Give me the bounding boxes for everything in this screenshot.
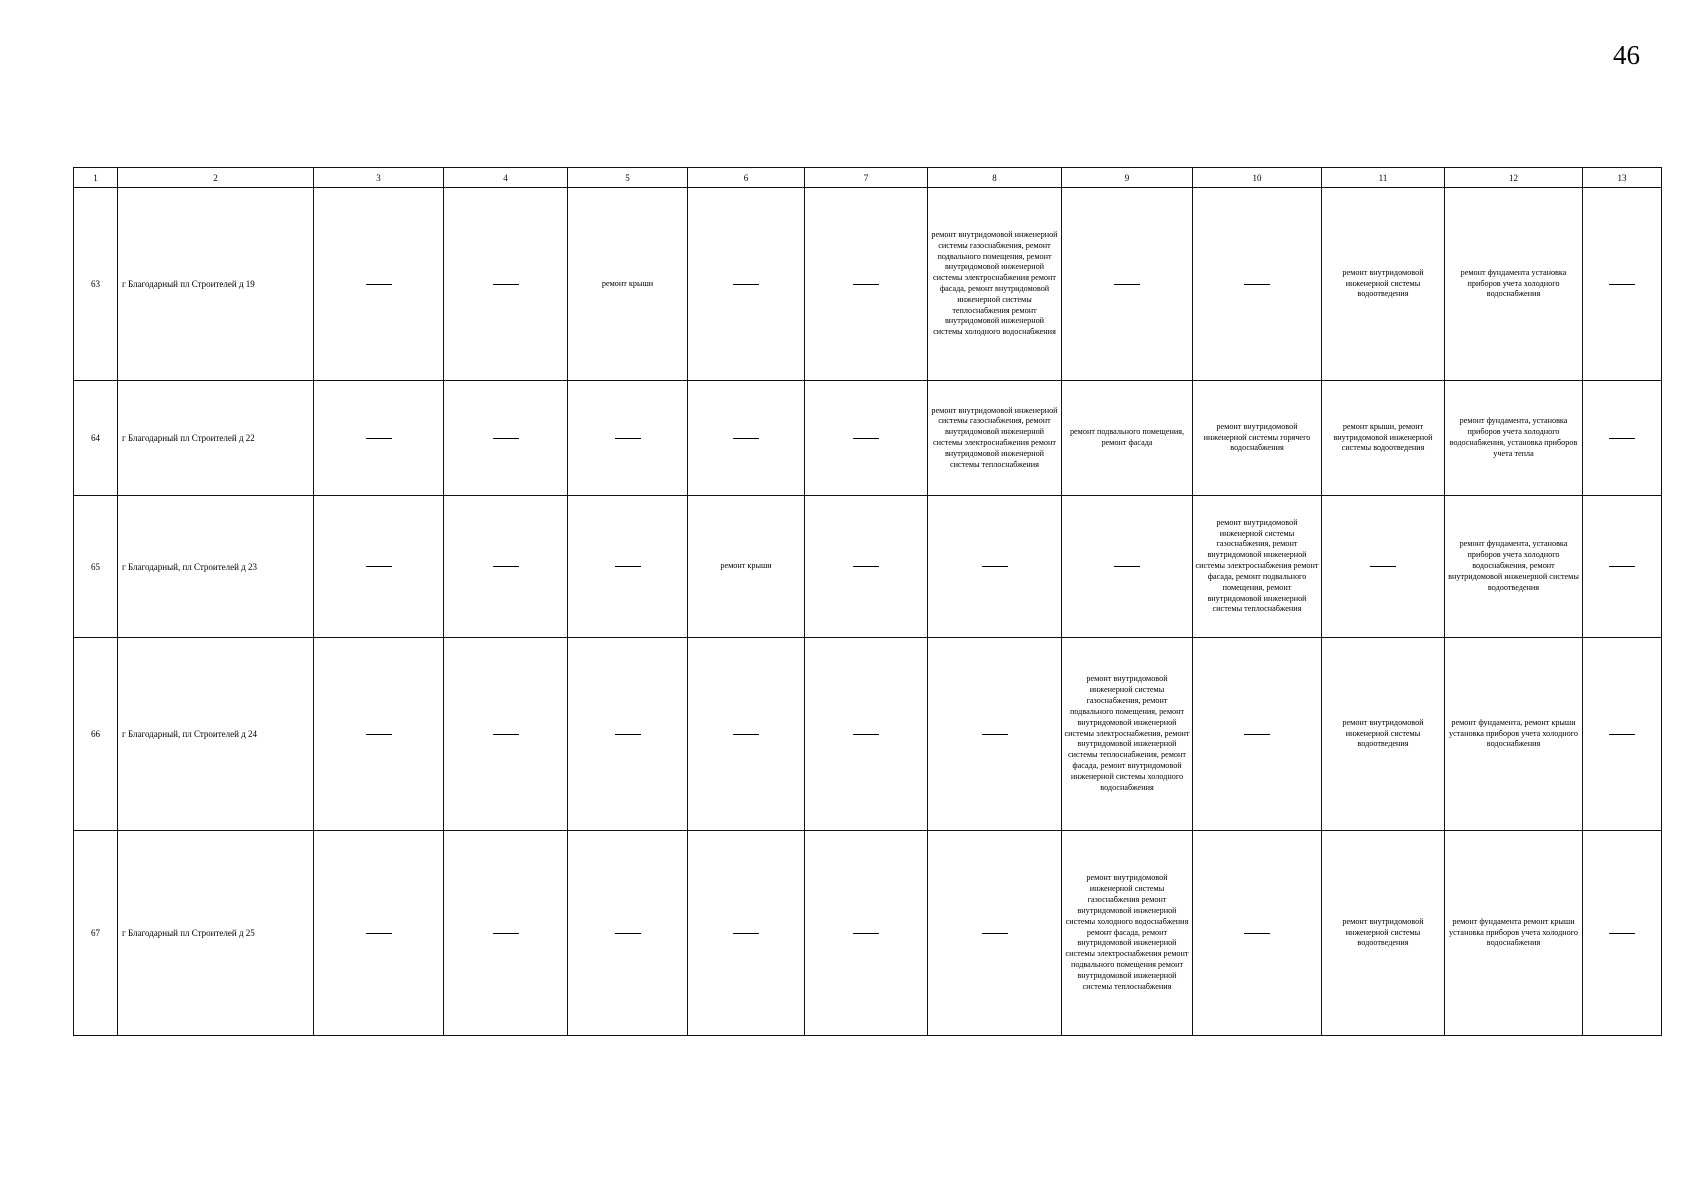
work-cell: ремонт фундамента, ремонт крыши установка приборов учета холодного водоснабжения — [1445, 638, 1583, 831]
empty-cell — [1193, 188, 1322, 381]
column-number-header: 4 — [444, 168, 568, 188]
column-number-header: 8 — [928, 168, 1062, 188]
dash-mark — [366, 438, 392, 439]
dash-mark — [853, 284, 879, 285]
work-cell: ремонт внутридомовой инженерной системы газоснабжения, ремонт подвального помещения, ремонт внутридомовой инженерной системы электроснабжения ремонт фасада, ремонт внутридомовой инженерной системы теплоснабжения ремонт внутридомовой инженерной системы холодного водоснабжения — [928, 188, 1062, 381]
column-number-header-row — [74, 168, 1662, 188]
table-row — [74, 188, 1662, 381]
dash-mark — [982, 566, 1008, 567]
empty-cell — [444, 188, 568, 381]
column-number-header: 5 — [568, 168, 688, 188]
table-row — [74, 831, 1662, 1036]
column-number-header: 2 — [118, 168, 314, 188]
empty-cell — [568, 496, 688, 638]
work-cell: ремонт внутридомовой инженерной системы водоотведения — [1322, 831, 1445, 1036]
empty-cell — [688, 381, 805, 496]
page-number: 46 — [1613, 40, 1640, 70]
work-cell: ремонт крыши, ремонт внутридомовой инженерной системы водоотведения — [1322, 381, 1445, 496]
empty-cell — [1193, 831, 1322, 1036]
empty-cell — [805, 496, 928, 638]
work-cell: ремонт фундамента установка приборов учета холодного водоснабжения — [1445, 188, 1583, 381]
table-row — [74, 381, 1662, 496]
empty-cell — [1062, 188, 1193, 381]
dash-mark — [366, 284, 392, 285]
column-number-header: 10 — [1193, 168, 1322, 188]
work-cell: ремонт крыши — [688, 496, 805, 638]
dash-mark — [982, 734, 1008, 735]
column-number-header: 9 — [1062, 168, 1193, 188]
empty-cell — [805, 188, 928, 381]
dash-mark — [1244, 933, 1270, 934]
empty-cell — [1583, 381, 1662, 496]
empty-cell — [805, 381, 928, 496]
dash-mark — [982, 933, 1008, 934]
column-number-header: 7 — [805, 168, 928, 188]
work-cell: ремонт внутридомовой инженерной системы газоснабжения, ремонт внутридомовой инженерной системы электроснабжения ремонт внутридомовой инженерной системы теплоснабжения — [928, 381, 1062, 496]
address-cell: г Благодарный пл Строителей д 25 — [118, 831, 314, 1036]
empty-cell — [314, 638, 444, 831]
work-cell: ремонт внутридомовой инженерной системы водоотведения — [1322, 638, 1445, 831]
work-cell: ремонт внутридомовой инженерной системы газоснабжения, ремонт внутридомовой инженерной системы электроснабжения ремонт фасада, ремонт подвального помещения, ремонт внутридомовой инженерной системы теплоснабжения — [1193, 496, 1322, 638]
empty-cell — [1583, 831, 1662, 1036]
column-number-header: 3 — [314, 168, 444, 188]
empty-cell — [444, 381, 568, 496]
empty-cell — [928, 831, 1062, 1036]
dash-mark — [853, 438, 879, 439]
address-cell: г Благодарный, пл Строителей д 23 — [118, 496, 314, 638]
work-cell: ремонт фундамента ремонт крыши установка приборов учета холодного водоснабжения — [1445, 831, 1583, 1036]
empty-cell — [928, 496, 1062, 638]
dash-mark — [1609, 438, 1635, 439]
empty-cell — [314, 381, 444, 496]
column-number-header: 6 — [688, 168, 805, 188]
dash-mark — [853, 933, 879, 934]
dash-mark — [1609, 734, 1635, 735]
dash-mark — [366, 566, 392, 567]
dash-mark — [366, 734, 392, 735]
empty-cell — [314, 496, 444, 638]
empty-cell — [568, 638, 688, 831]
dash-mark — [615, 734, 641, 735]
empty-cell — [314, 188, 444, 381]
table-row — [74, 638, 1662, 831]
empty-cell — [688, 188, 805, 381]
row-number: 66 — [74, 638, 118, 831]
row-number: 65 — [74, 496, 118, 638]
dash-mark — [615, 566, 641, 567]
dash-mark — [493, 734, 519, 735]
empty-cell — [805, 638, 928, 831]
row-number: 63 — [74, 188, 118, 381]
column-number-header: 11 — [1322, 168, 1445, 188]
empty-cell — [1193, 638, 1322, 831]
empty-cell — [1322, 496, 1445, 638]
empty-cell — [805, 831, 928, 1036]
empty-cell — [928, 638, 1062, 831]
dash-mark — [733, 284, 759, 285]
dash-mark — [1370, 566, 1396, 567]
work-cell: ремонт внутридомовой инженерной системы горячего водоснабжения — [1193, 381, 1322, 496]
dash-mark — [615, 933, 641, 934]
dash-mark — [493, 566, 519, 567]
work-cell: ремонт фундамента, установка приборов учета холодного водоснабжения, ремонт внутридомовой инженерной системы водоотведения — [1445, 496, 1583, 638]
dash-mark — [1609, 566, 1635, 567]
row-number: 67 — [74, 831, 118, 1036]
dash-mark — [1609, 284, 1635, 285]
work-cell: ремонт подвального помещения, ремонт фасада — [1062, 381, 1193, 496]
empty-cell — [444, 638, 568, 831]
column-number-header: 13 — [1583, 168, 1662, 188]
work-cell: ремонт внутридомовой инженерной системы газоснабжения ремонт внутридомовой инженерной системы холодного водоснабжения ремонт фасада, ремонт внутридомовой инженерной системы электроснабжения ремонт подвального помещения ремонт внутридомовой инженерной системы теплоснабжения — [1062, 831, 1193, 1036]
empty-cell — [444, 831, 568, 1036]
work-cell: ремонт внутридомовой инженерной системы газоснабжения, ремонт подвального помещения, ремонт внутридомовой инженерной системы электроснабжения, ремонт внутридомовой инженерной системы теплоснабжения, ремонт фасада, ремонт внутридомовой инженерной системы холодного водоснабжения — [1062, 638, 1193, 831]
empty-cell — [688, 831, 805, 1036]
dash-mark — [1609, 933, 1635, 934]
empty-cell — [444, 496, 568, 638]
dash-mark — [733, 734, 759, 735]
dash-mark — [1114, 566, 1140, 567]
dash-mark — [853, 734, 879, 735]
dash-mark — [1244, 734, 1270, 735]
dash-mark — [1114, 284, 1140, 285]
dash-mark — [366, 933, 392, 934]
work-cell: ремонт фундамента, установка приборов учета холодного водоснабжения, установка приборов учета тепла — [1445, 381, 1583, 496]
empty-cell — [1583, 496, 1662, 638]
empty-cell — [314, 831, 444, 1036]
repair-schedule-table — [73, 167, 1662, 1036]
dash-mark — [493, 933, 519, 934]
dash-mark — [733, 438, 759, 439]
empty-cell — [1583, 188, 1662, 381]
dash-mark — [853, 566, 879, 567]
dash-mark — [1244, 284, 1270, 285]
dash-mark — [493, 438, 519, 439]
dash-mark — [615, 438, 641, 439]
work-cell: ремонт крыши — [568, 188, 688, 381]
address-cell: г Благодарный пл Строителей д 22 — [118, 381, 314, 496]
address-cell: г Благодарный, пл Строителей д 24 — [118, 638, 314, 831]
empty-cell — [568, 831, 688, 1036]
row-number: 64 — [74, 381, 118, 496]
column-number-header: 12 — [1445, 168, 1583, 188]
dash-mark — [733, 933, 759, 934]
column-number-header: 1 — [74, 168, 118, 188]
dash-mark — [493, 284, 519, 285]
empty-cell — [1062, 496, 1193, 638]
work-cell: ремонт внутридомовой инженерной системы водоотведения — [1322, 188, 1445, 381]
empty-cell — [568, 381, 688, 496]
empty-cell — [1583, 638, 1662, 831]
table-row — [74, 496, 1662, 638]
empty-cell — [688, 638, 805, 831]
address-cell: г Благодарный пл Строителей д 19 — [118, 188, 314, 381]
